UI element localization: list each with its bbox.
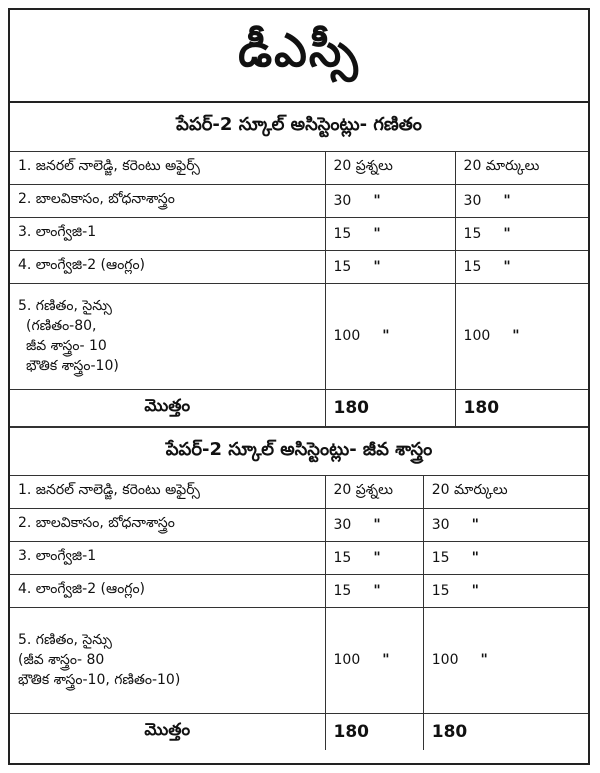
questions-cell [325, 607, 423, 713]
subject-cell: 4. లాంగ్వేజి-2 (ఆంగ్లం) [10, 250, 325, 283]
ditto-mark: " [503, 192, 511, 209]
subject-line: 5. గణితం, సైన్సు [18, 298, 112, 314]
ditto-mark: " [373, 225, 381, 242]
marks-cell: 20 మార్కులు [423, 475, 588, 508]
subject-cell: 2. బాలవికాసం, బోధనాశాస్త్రం [10, 184, 325, 217]
total-row [10, 389, 588, 426]
questions-cell [325, 283, 455, 389]
marks-cell [423, 541, 588, 574]
section-heading: పేపర్-2 స్కూల్ అసిస్టెంట్లు- గణితం [10, 103, 588, 151]
ditto-mark: " [471, 582, 479, 599]
questions-cell: 20 ప్రశ్నలు [325, 151, 455, 184]
marks-cell [423, 508, 588, 541]
total-marks: 180 [423, 713, 588, 750]
subject-line: జీవ శాస్త్రం- 10 [26, 338, 107, 354]
ditto-mark: " [503, 225, 511, 242]
marks-value: 15 [431, 582, 450, 599]
table-row [10, 574, 588, 607]
ditto-mark: " [373, 516, 381, 533]
document-page [8, 8, 590, 765]
total-marks: 180 [455, 389, 588, 426]
subject-line: (గణితం-80, [26, 318, 97, 334]
ditto-mark: " [373, 258, 381, 275]
total-label: మొత్తం [10, 713, 325, 750]
questions-value: 100 [333, 652, 361, 668]
syllabus-table-maths [10, 103, 588, 427]
ditto-mark: " [480, 652, 488, 668]
table-row [10, 541, 588, 574]
ditto-mark: " [373, 192, 381, 209]
subject-cell: 3. లాంగ్వేజి-1 [10, 217, 325, 250]
questions-cell [325, 508, 423, 541]
subject-cell: 3. లాంగ్వేజి-1 [10, 541, 325, 574]
table-row [10, 250, 588, 283]
total-label: మొత్తం [10, 389, 325, 426]
marks-value: 30 [431, 516, 450, 533]
questions-value: 15 [333, 258, 352, 275]
total-row [10, 713, 588, 750]
questions-value: 15 [333, 582, 352, 599]
table-row [10, 217, 588, 250]
questions-value: 15 [333, 225, 352, 242]
subject-line: భౌతిక శాస్త్రం-10, గణితం-10) [18, 672, 181, 688]
subject-cell: 1. జనరల్ నాలెడ్జి, కరెంటు అఫైర్స్ [10, 151, 325, 184]
questions-cell [325, 184, 455, 217]
table-row [10, 607, 588, 713]
total-questions: 180 [325, 389, 455, 426]
marks-value: 15 [463, 225, 482, 242]
questions-value: 100 [333, 328, 361, 344]
ditto-mark: " [373, 582, 381, 599]
table-row [10, 151, 588, 184]
subject-cell: 4. లాంగ్వేజి-2 (ఆంగ్లం) [10, 574, 325, 607]
section-heading: పేపర్-2 స్కూల్ అసిస్టెంట్లు- జీవ శాస్త్రం [10, 427, 588, 475]
table-row [10, 475, 588, 508]
questions-cell [325, 217, 455, 250]
subject-cell: 1. జనరల్ నాలెడ్జి, కరెంటు అఫైర్స్ [10, 475, 325, 508]
ditto-mark: " [382, 328, 390, 344]
table-row [10, 283, 588, 389]
ditto-mark: " [382, 652, 390, 668]
marks-cell [455, 250, 588, 283]
ditto-mark: " [373, 549, 381, 566]
ditto-mark: " [512, 328, 520, 344]
subject-line: 5. గణితం, సైన్సు [18, 632, 112, 648]
ditto-mark: " [471, 549, 479, 566]
subject-cell: 2. బాలవికాసం, బోధనాశాస్త్రం [10, 508, 325, 541]
table-row [10, 508, 588, 541]
questions-cell [325, 250, 455, 283]
marks-value: 15 [431, 549, 450, 566]
marks-value: 100 [463, 328, 491, 344]
marks-cell [455, 283, 588, 389]
marks-cell [423, 607, 588, 713]
subject-line: భౌతిక శాస్త్రం-10) [26, 358, 119, 374]
total-questions: 180 [325, 713, 423, 750]
marks-value: 15 [463, 258, 482, 275]
syllabus-table-biology [10, 427, 588, 751]
marks-cell [455, 184, 588, 217]
questions-cell [325, 541, 423, 574]
questions-value: 30 [333, 516, 352, 533]
questions-value: 15 [333, 549, 352, 566]
subject-cell [10, 607, 325, 713]
ditto-mark: " [503, 258, 511, 275]
section-heading-row [10, 427, 588, 475]
subject-cell [10, 283, 325, 389]
marks-cell: 20 మార్కులు [455, 151, 588, 184]
section-heading-row [10, 103, 588, 151]
marks-cell [423, 574, 588, 607]
table-row [10, 184, 588, 217]
ditto-mark: " [471, 516, 479, 533]
marks-value: 30 [463, 192, 482, 209]
document-title: డీఎస్సీ [10, 10, 588, 103]
questions-value: 30 [333, 192, 352, 209]
questions-cell: 20 ప్రశ్నలు [325, 475, 423, 508]
subject-line: (జీవ శాస్త్రం- 80 [18, 652, 105, 668]
marks-value: 100 [431, 652, 459, 668]
marks-cell [455, 217, 588, 250]
questions-cell [325, 574, 423, 607]
